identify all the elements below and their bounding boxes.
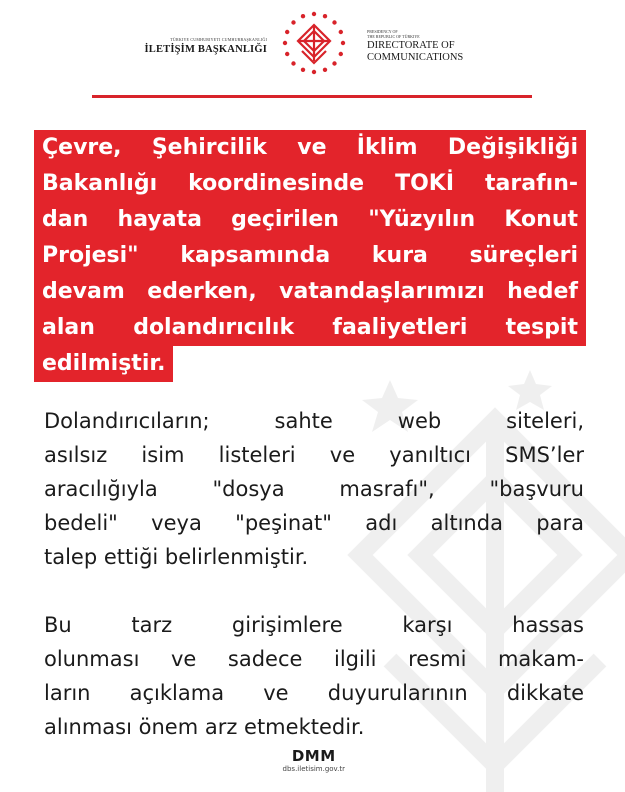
footer-url: dbs.iletisim.gov.tr: [282, 765, 345, 773]
paragraph-line: alınması önem arz etmektedir.: [44, 715, 365, 739]
paragraph-line: Bu tarz girişimlere karşı hassas: [44, 613, 584, 637]
paragraph-line: aracılığıyla "dosya masrafı", "başvuru: [44, 477, 584, 501]
footer-dmm-logo: [283, 747, 345, 773]
org-subtitle-english-2: THE REPUBLIC OF TÜRKIYE: [367, 34, 420, 39]
lead-line: edilmiştir.: [34, 346, 173, 382]
paragraph-line: olunması ve sadece ilgili resmi makam-: [44, 647, 584, 671]
org-title-turkish: İLETİŞİM BAŞKANLIĞI: [144, 44, 267, 55]
lead-highlight-block: [34, 130, 586, 386]
paragraph-line: bedeli" veya "peşinat" adı altında para: [44, 511, 584, 535]
org-subtitle-turkish: TÜRKIYE CUMHURIYETI CUMHURBAŞKANLIĞI: [170, 37, 267, 42]
paragraph-line: ların açıklama ve duyurularının dikkate: [44, 681, 584, 705]
lead-line: Projesi" kapsamında kura süreçleri: [34, 238, 586, 274]
header: [0, 0, 625, 100]
org-name-english: [367, 29, 463, 63]
lead-line: Bakanlığı koordinesinde TOKİ tarafın-: [34, 166, 586, 202]
lead-line: dan hayata geçirilen "Yüzyılın Konut: [34, 202, 586, 238]
header-divider: [92, 95, 532, 98]
paragraph-line: Dolandırıcıların; sahte web siteleri,: [44, 409, 584, 433]
paragraph-line: talep ettiği belirlenmiştir.: [44, 545, 309, 569]
org-title-english-1: DIRECTORATE OF: [367, 40, 455, 51]
org-title-english-2: COMMUNICATIONS: [367, 52, 464, 63]
paragraph-fraud-methods: [44, 404, 584, 574]
paragraph-line: asılsız isim listeleri ve yanıltıcı SMS’ler: [44, 443, 584, 467]
lead-line: devam ederken, vatandaşlarımızı hedef: [34, 274, 586, 310]
org-subtitle-english-1: PRESIDENCY OF: [367, 29, 398, 34]
org-name-turkish: [144, 37, 267, 55]
directorate-emblem-icon: [282, 11, 346, 75]
lead-line: alan dolandırıcılık faaliyetleri tespit: [34, 310, 586, 346]
lead-line: Çevre, Şehircilik ve İklim Değişikliği: [34, 130, 586, 166]
paragraph-warning: [44, 608, 584, 744]
dmm-logo-text: DMM: [291, 747, 336, 765]
